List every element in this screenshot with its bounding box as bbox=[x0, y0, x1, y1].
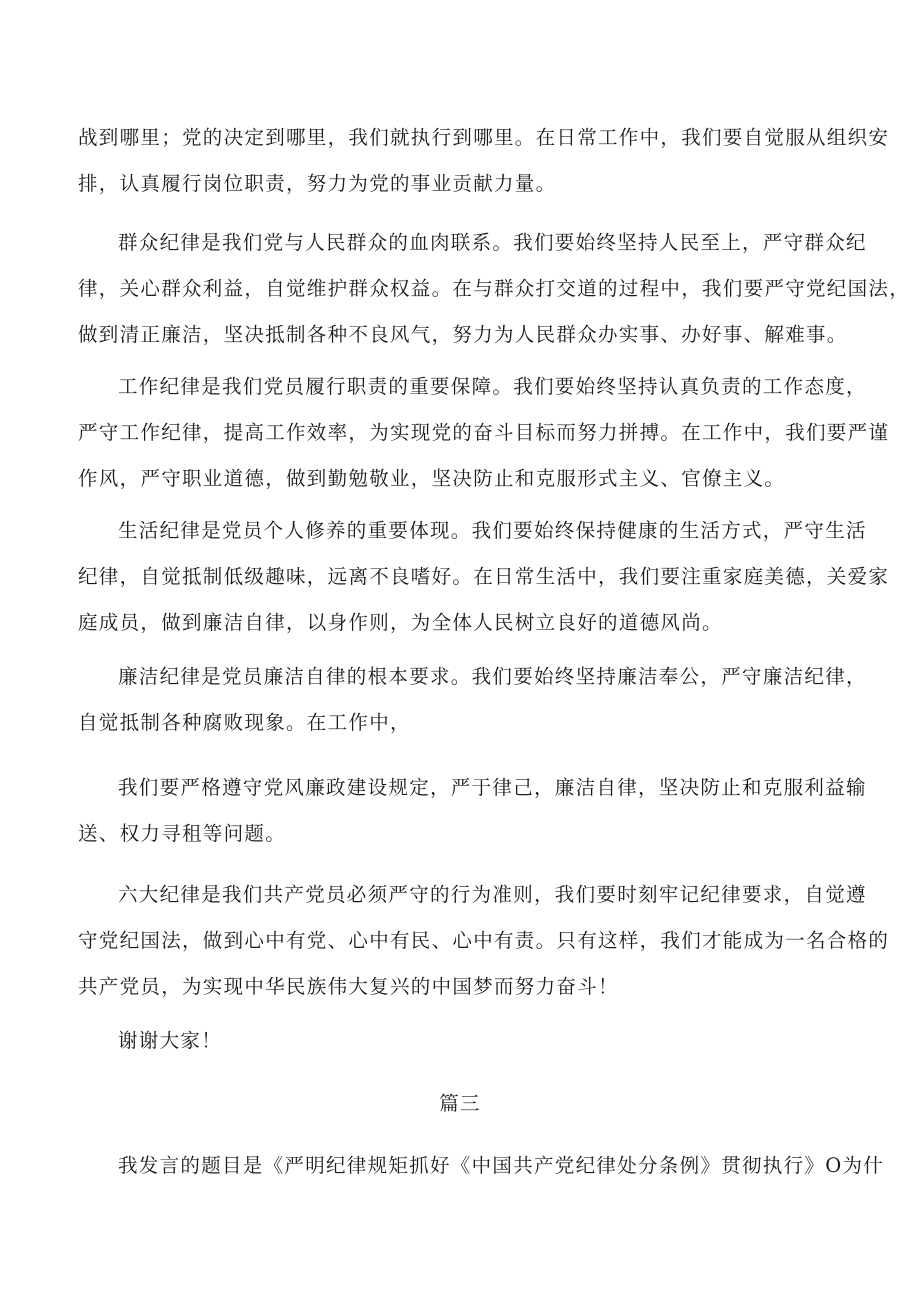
paragraph-thanks bbox=[78, 1018, 858, 1064]
paragraph-line: 纪律，自觉抵制低级趣味，远离不良嗜好。在日常生活中，我们要注重家庭美德，关爱家 bbox=[78, 565, 890, 588]
paragraph-line: 廉洁纪律是党员廉洁自律的根本要求。我们要始终坚持廉洁奉公，严守廉洁纪律， bbox=[118, 665, 867, 688]
paragraph-party-decision bbox=[78, 115, 890, 207]
paragraph-line: 共产党员，为实现中华民族伟大复兴的中国梦而努力奋斗！ bbox=[78, 975, 619, 998]
paragraph-line: 我们要严格遵守党风廉政建设规定，严于律己，廉洁自律，坚决防止和克服利益输 bbox=[118, 776, 867, 799]
paragraph-six-disciplines bbox=[78, 872, 890, 1010]
paragraph-line: 自觉抵制各种腐败现象。在工作中， bbox=[78, 711, 411, 734]
paragraph-line: 谢谢大家！ bbox=[118, 1029, 223, 1052]
paragraph-line: 群众纪律是我们党与人民群众的血肉联系。我们要始终坚持人民至上，严守群众纪 bbox=[118, 231, 867, 254]
paragraph-line: 严守工作纪律，提高工作效率，为实现党的奋斗目标而努力拼搏。在工作中，我们要严谨 bbox=[78, 421, 890, 444]
paragraph-line: 送、权力寻租等问题。 bbox=[78, 822, 287, 845]
paragraph-mass-discipline bbox=[78, 220, 911, 358]
paragraph-line: 庭成员，做到廉洁自律，以身作则，为全体人民树立良好的道德风尚。 bbox=[78, 611, 723, 634]
paragraph-line: 做到清正廉洁，坚决抵制各种不良风气，努力为人民群众办实事、办好事、解难事。 bbox=[78, 323, 848, 346]
paragraph-line: 作风，严守职业道德，做到勤勉敬业，坚决防止和克服形式主义、官僚主义。 bbox=[78, 467, 786, 490]
paragraph-line: 律，关心群众利益，自觉维护群众权益。在与群众打交道的过程中，我们要严守党纪国法， bbox=[78, 277, 911, 300]
paragraph-line: 守党纪国法，做到心中有党、心中有民、心中有责。只有这样，我们才能成为一名合格的 bbox=[78, 929, 890, 952]
paragraph-work-discipline bbox=[78, 364, 890, 502]
paragraph-integrity-discipline bbox=[78, 654, 867, 746]
paragraph-line: 我发言的题目是《严明纪律规矩抓好《中国共产党纪律处分条例》贯彻执行》O为什 bbox=[118, 1154, 885, 1177]
paragraph-speech-title bbox=[78, 1143, 885, 1189]
paragraph-line: 工作纪律是我们党员履行职责的重要保障。我们要始终坚持认真负责的工作态度， bbox=[118, 375, 867, 398]
paragraph-line: 战到哪里；党的决定到哪里，我们就执行到哪里。在日常工作中，我们要自觉服从组织安 bbox=[78, 126, 890, 149]
paragraph-line: 排，认真履行岗位职责，努力为党的事业贡献力量。 bbox=[78, 172, 557, 195]
paragraph-life-discipline bbox=[78, 508, 890, 646]
paragraph-line: 生活纪律是党员个人修养的重要体现。我们要始终保持健康的生活方式，严守生活 bbox=[118, 519, 867, 542]
paragraph-integrity-rules bbox=[78, 765, 867, 857]
paragraph-line: 六大纪律是我们共产党员必须严守的行为准则，我们要时刻牢记纪律要求，自觉遵 bbox=[118, 883, 867, 906]
section-heading: 篇三 bbox=[439, 1092, 481, 1115]
